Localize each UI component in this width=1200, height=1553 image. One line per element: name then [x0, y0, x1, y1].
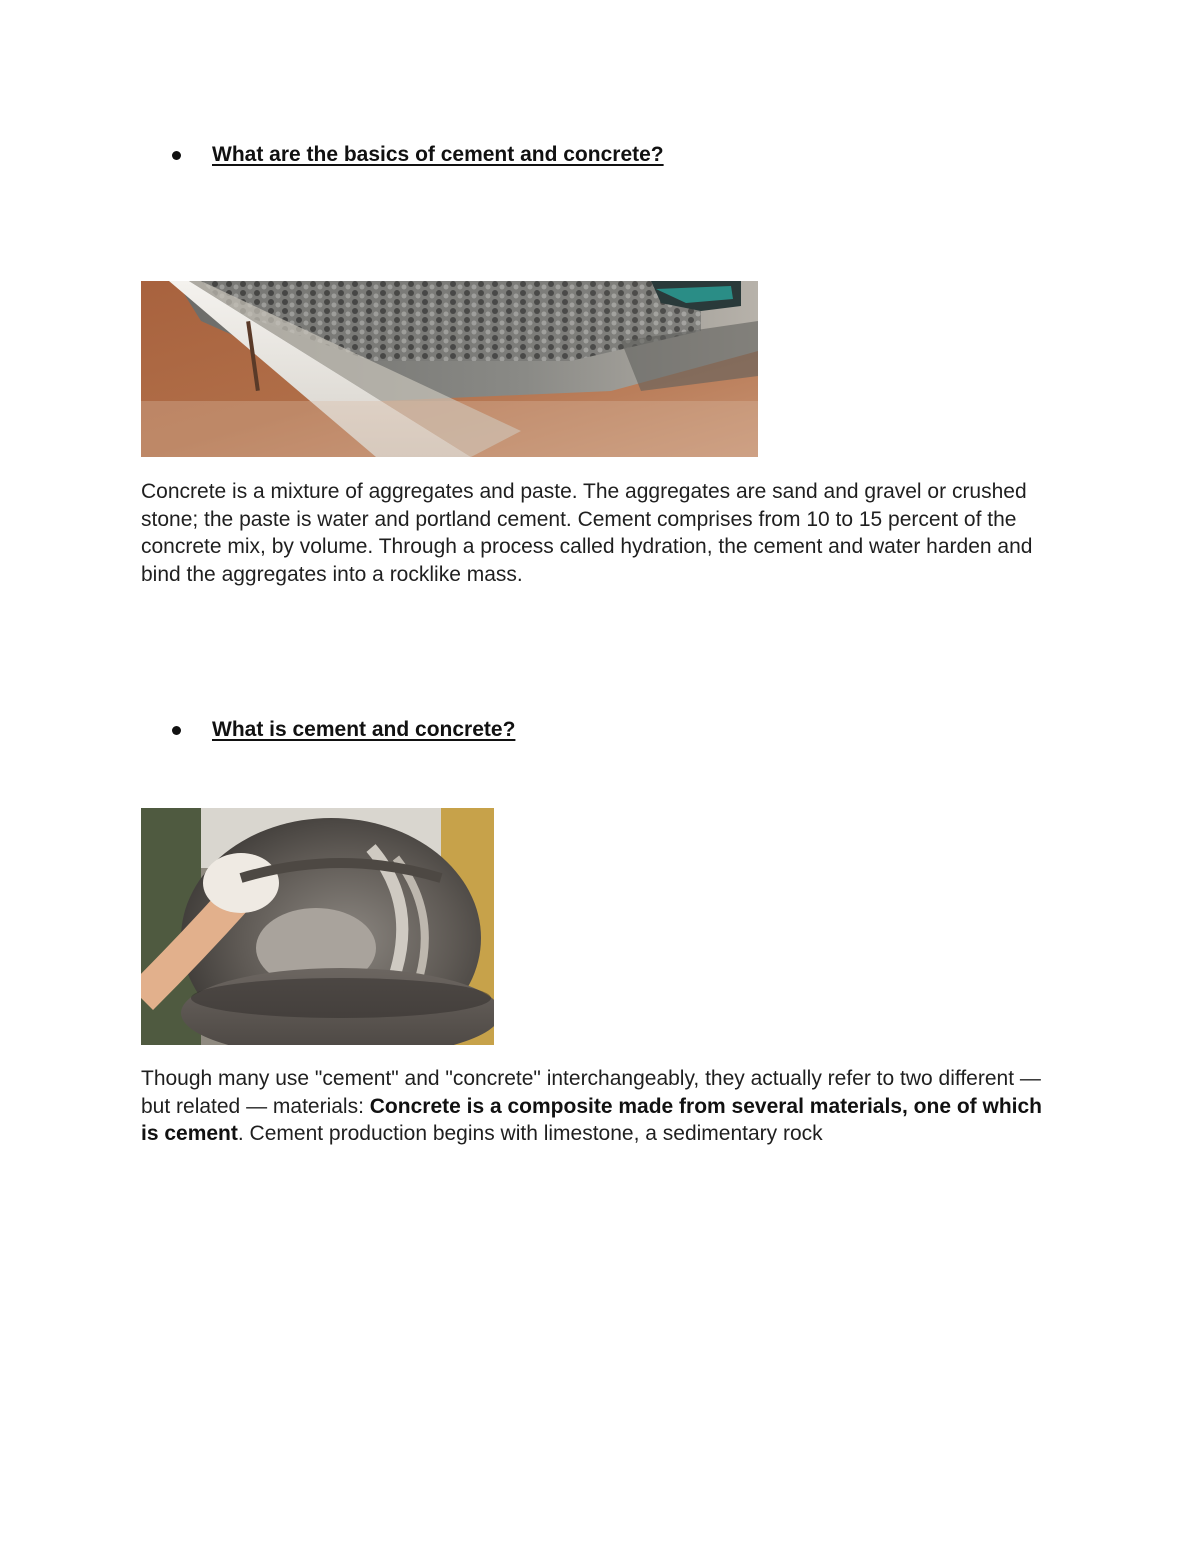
section-1-paragraph: Concrete is a mixture of aggregates and paste. The aggregates are sand and gravel or crushed stone; the paste is water and portland cement. Cement comprises from 10 to 15 percent of the concrete mix, by volume. Through a process called hydration, the cement and water harden and bind the aggregates into a rocklike mass. [141, 480, 1033, 586]
concrete-pour-photo [141, 281, 758, 457]
section-2-paragraph [141, 1065, 1061, 1148]
paragraph-text-bold: Concrete is a composite made from several materials, one of which is cement [141, 1094, 1042, 1145]
section-2-heading-row [172, 718, 515, 742]
section-1-heading: What are the basics of cement and concrete? [212, 143, 664, 166]
bullet-icon [172, 151, 181, 160]
cement-mixer-photo [141, 808, 494, 1045]
paragraph-text-before: Though many use "cement" and "concrete" interchangeably, they actually refer to two different — but related — materials: [141, 1067, 1041, 1118]
section-2-heading: What is cement and concrete? [212, 718, 516, 741]
bullet-icon [172, 726, 181, 735]
section-1-heading-row [172, 143, 664, 167]
paragraph-text-after: . Cement production begins with limestone, a sedimentary rock [237, 1122, 823, 1145]
